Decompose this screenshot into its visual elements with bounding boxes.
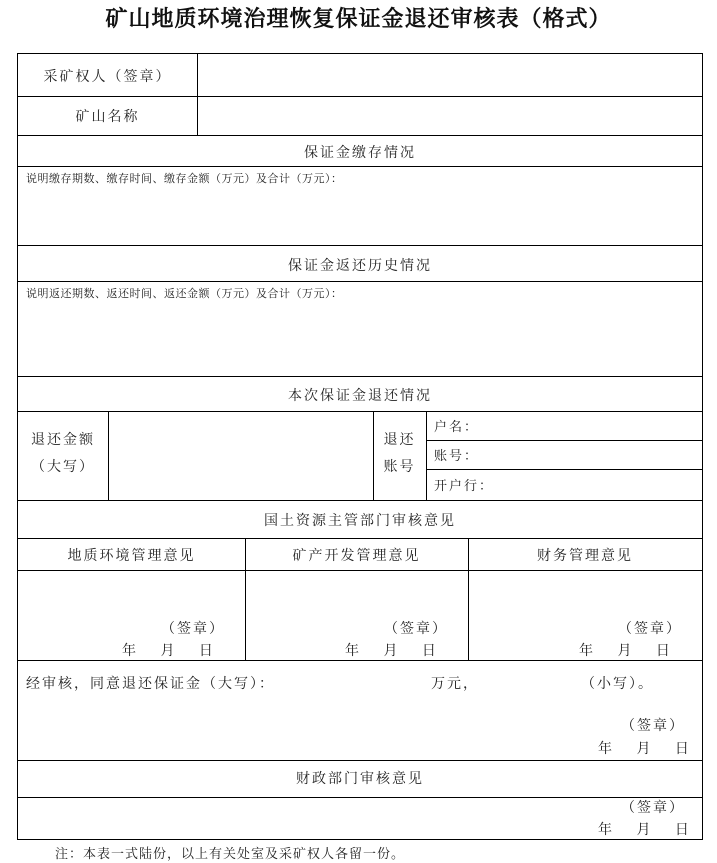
divider bbox=[426, 411, 427, 500]
finance-opinion-header: 财务管理意见 bbox=[537, 548, 633, 564]
refund-amount-label: 退还金额 bbox=[31, 432, 95, 448]
divider bbox=[18, 376, 702, 377]
page-title: 矿山地质环境治理恢复保证金退还审核表（格式） bbox=[105, 7, 612, 32]
mine-name-field[interactable] bbox=[199, 97, 702, 135]
divider bbox=[18, 166, 702, 167]
approval-seal: （签章） bbox=[621, 718, 685, 734]
approval-text: 经审核，同意退还保证金（大写）： bbox=[26, 676, 275, 692]
divider bbox=[18, 281, 702, 282]
footnote: 注：本表一式陆份，以上有关处室及采矿权人各留一份。 bbox=[55, 847, 406, 862]
geo-env-date: 年 月 日 bbox=[122, 643, 215, 659]
refund-account-label: 退还 bbox=[383, 432, 416, 448]
mineral-dev-seal: （签章） bbox=[384, 621, 448, 637]
review-form-table bbox=[17, 53, 703, 840]
applicant-label: 采矿权人（签章） bbox=[43, 69, 172, 85]
divider bbox=[18, 797, 702, 798]
divider bbox=[18, 570, 702, 571]
mine-name-label: 矿山名称 bbox=[75, 109, 140, 125]
current-refund-header: 本次保证金退还情况 bbox=[288, 388, 432, 404]
deposit-section-header: 保证金缴存情况 bbox=[304, 145, 416, 161]
bank-label: 开户行： bbox=[434, 479, 495, 494]
finance-review-date: 年 月 日 bbox=[598, 822, 691, 838]
approval-lowercase: （小写）。 bbox=[581, 676, 654, 692]
refund-history-header: 保证金返还历史情况 bbox=[288, 258, 432, 274]
land-review-header: 国土资源主管部门审核意见 bbox=[264, 513, 456, 529]
divider bbox=[18, 660, 702, 661]
account-name-field[interactable] bbox=[488, 412, 702, 440]
geo-env-seal: （签章） bbox=[161, 621, 225, 637]
mineral-dev-date: 年 月 日 bbox=[345, 643, 438, 659]
divider bbox=[108, 411, 109, 500]
divider bbox=[18, 135, 702, 136]
deposit-instruction: 说明缴存期数、缴存时间、缴存金额（万元）及合计（万元）： bbox=[26, 172, 343, 185]
refund-amount-label-uppercase: （大写） bbox=[31, 459, 95, 475]
finance-seal: （签章） bbox=[618, 621, 682, 637]
divider bbox=[18, 760, 702, 761]
refund-amount-field[interactable] bbox=[110, 413, 372, 499]
refund-history-instruction: 说明返还期数、返还时间、返还金额（万元）及合计（万元）： bbox=[26, 287, 343, 300]
refund-account-label-2: 账号 bbox=[383, 459, 416, 475]
bank-field[interactable] bbox=[498, 470, 702, 499]
refund-history-field[interactable] bbox=[18, 301, 702, 375]
account-number-label: 账号： bbox=[434, 449, 480, 464]
deposit-details-field[interactable] bbox=[18, 186, 702, 244]
geo-env-opinion-header: 地质环境管理意见 bbox=[67, 548, 196, 564]
divider bbox=[18, 245, 702, 246]
approval-unit: 万元， bbox=[431, 676, 479, 692]
applicant-field[interactable] bbox=[199, 54, 702, 96]
divider bbox=[197, 54, 198, 136]
mineral-dev-opinion-header: 矿产开发管理意见 bbox=[292, 548, 421, 564]
finance-review-seal: （签章） bbox=[621, 800, 685, 816]
divider bbox=[18, 500, 702, 501]
account-name-label: 户名： bbox=[434, 420, 480, 435]
account-number-field[interactable] bbox=[488, 441, 702, 469]
finance-date: 年 月 日 bbox=[579, 643, 672, 659]
finance-review-header: 财政部门审核意见 bbox=[296, 771, 424, 787]
approval-date: 年 月 日 bbox=[598, 741, 691, 757]
divider bbox=[18, 538, 702, 539]
